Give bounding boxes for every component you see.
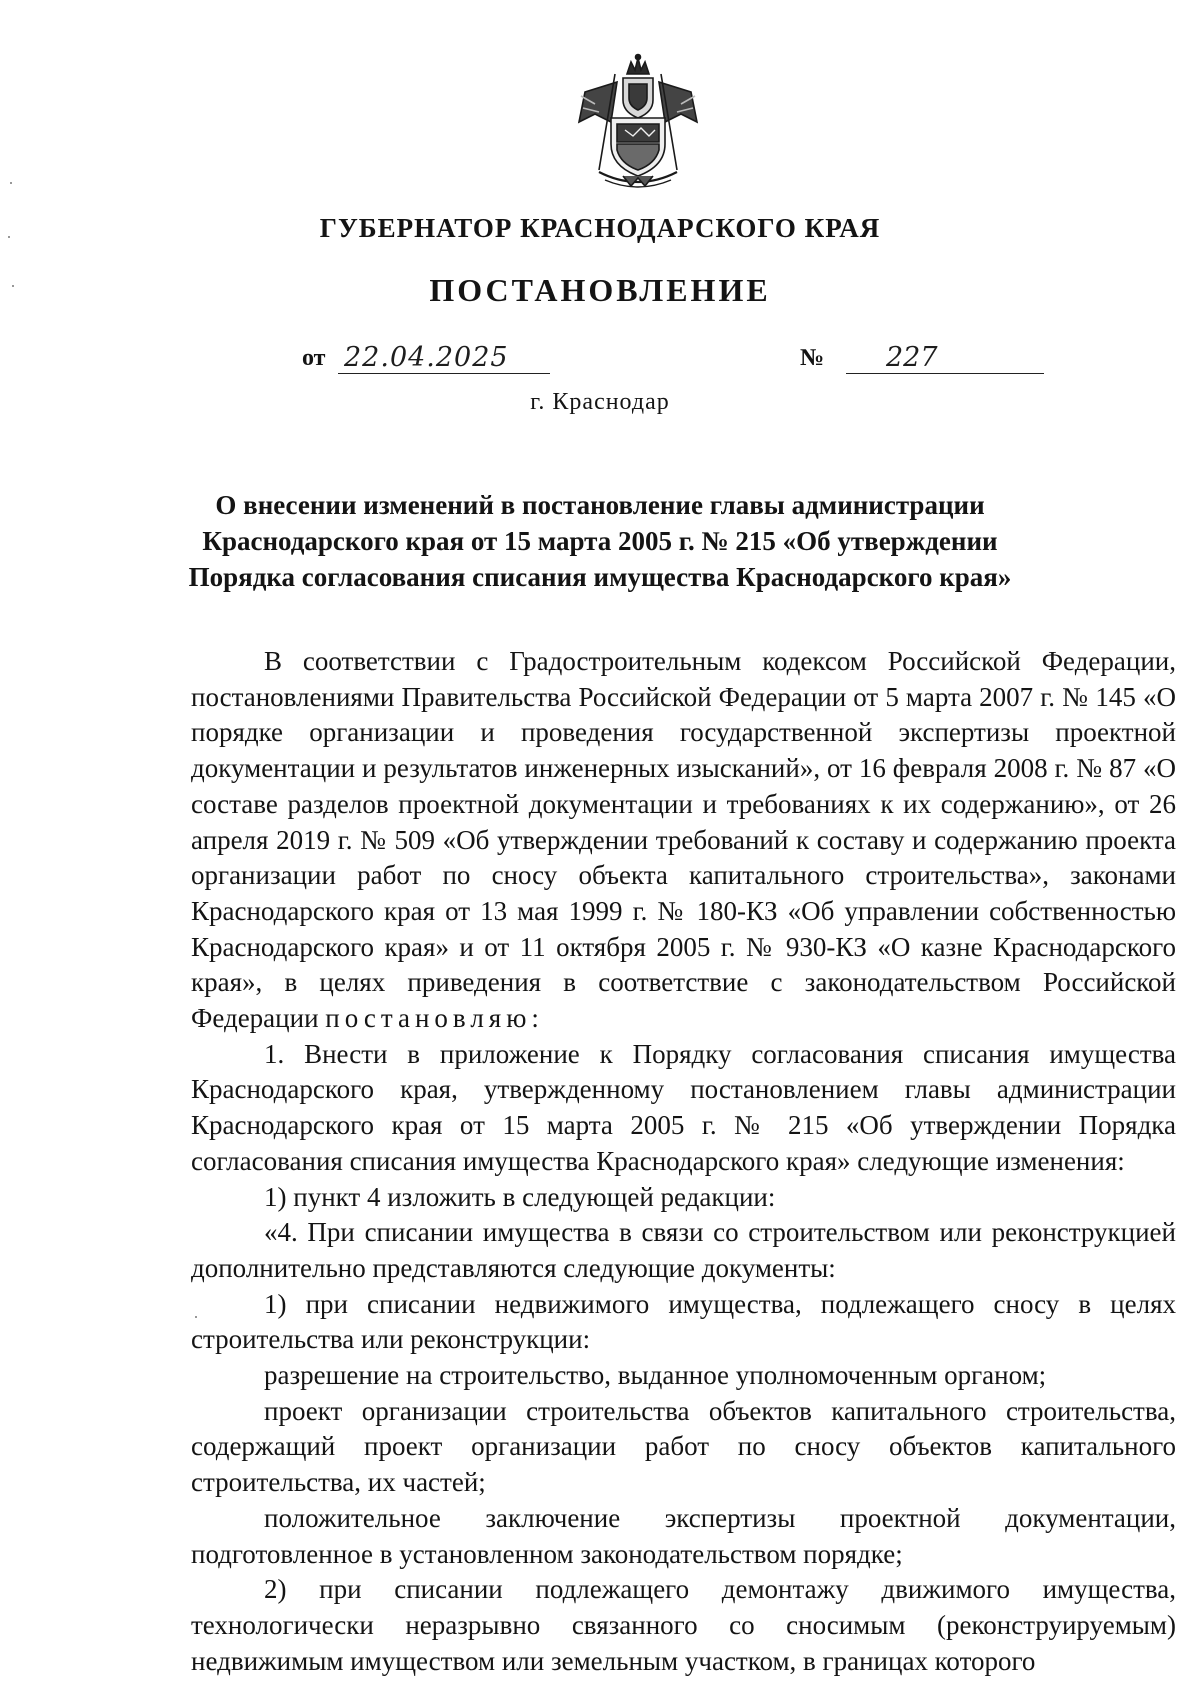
date-prefix: от xyxy=(302,345,326,371)
subject-line: Краснодарского края от 15 марта 2005 г. № 215 «Об утверждении xyxy=(202,526,998,556)
body-paragraph: проект организации строительства объектов капитального строительства, содержащий проект организации работ по сносу объектов капитального строительства, их частей; xyxy=(191,1395,1176,1498)
body-paragraph: 2) при списании подлежащего демонтажу движимого имущества, технологически неразрывно связанного со сносимым (реконструируемым) недвижимым имуществом или земельным участком, в границах которого xyxy=(191,1574,1176,1676)
body-paragraph: разрешение на строительство, выданное уполномоченным органом; xyxy=(264,1360,1047,1391)
handwritten-number: 227 xyxy=(846,342,1044,374)
document-type-title: ПОСТАНОВЛЕНИЕ xyxy=(429,272,771,308)
document-body xyxy=(191,644,1176,1679)
subject-line: О внесении изменений в постановление главы администрации xyxy=(215,490,985,520)
krasnodar-coat-of-arms-emblem xyxy=(565,52,711,192)
issuing-authority-title: ГУБЕРНАТОР КРАСНОДАРСКОГО КРАЯ xyxy=(319,213,881,243)
body-paragraph: 1) при списании недвижимого имущества, подлежащего сносу в целях строительства или реконструкции: xyxy=(191,1288,1176,1355)
scan-speck xyxy=(195,1316,197,1318)
city-of-issue: г. Краснодар xyxy=(530,389,670,415)
scan-speck xyxy=(12,285,14,287)
scan-speck xyxy=(8,236,10,238)
preamble-text: В соответствии с Градостроительным кодексом Российской Федерации, постановлениями Правительства Российской Федерации от 5 марта 2007 г. № 145 «О порядке организации и проведения государственной экспертизы проектной документации и результатов инженерных изысканий», от 16 февраля 2008 г. № 87 «О составе разделов проектной документации и требованиях к их содержанию», от 26 апреля 2019 г. № 509 «Об утверждении требований к составу и содержанию проекта организации работ по сносу объекта капитального строительства», законами Краснодарского края от 13 мая 1999 г. № 180-КЗ «Об управлении собственностью Краснодарского края» и от 11 октября 2005 г. № 930-КЗ «О казне Краснодарского края», в целях приведения в соответствие с законодательством Российской Федерации xyxy=(191,646,1176,1034)
body-paragraph: 1. Внести в приложение к Порядку согласования списания имущества Краснодарского края, утвержденному постановлением главы администрации Краснодарского края от 15 марта 2005 г. № 215 «Об утверждении Порядка согласования списания имущества Краснодарского края» следующие изменения: xyxy=(191,1038,1176,1176)
body-paragraph: «4. При списании имущества в связи со строительством или реконструкцией дополнительно представляются следующие документы: xyxy=(191,1217,1176,1283)
scan-speck xyxy=(10,182,12,184)
document-subject-heading xyxy=(180,487,1020,595)
handwritten-date: 22.04.2025 xyxy=(338,342,550,374)
body-paragraph: положительное заключение экспертизы проектной документации, подготовленное в установленном законодательством порядке; xyxy=(191,1502,1176,1569)
preamble-paragraph xyxy=(191,644,1176,1037)
subject-line: Порядка согласования списания имущества Краснодарского края» xyxy=(188,562,1012,592)
number-prefix: № xyxy=(800,345,825,371)
resolution-keyword: постановляю: xyxy=(325,1003,544,1034)
body-paragraph: 1) пункт 4 изложить в следующей редакции: xyxy=(264,1181,776,1212)
